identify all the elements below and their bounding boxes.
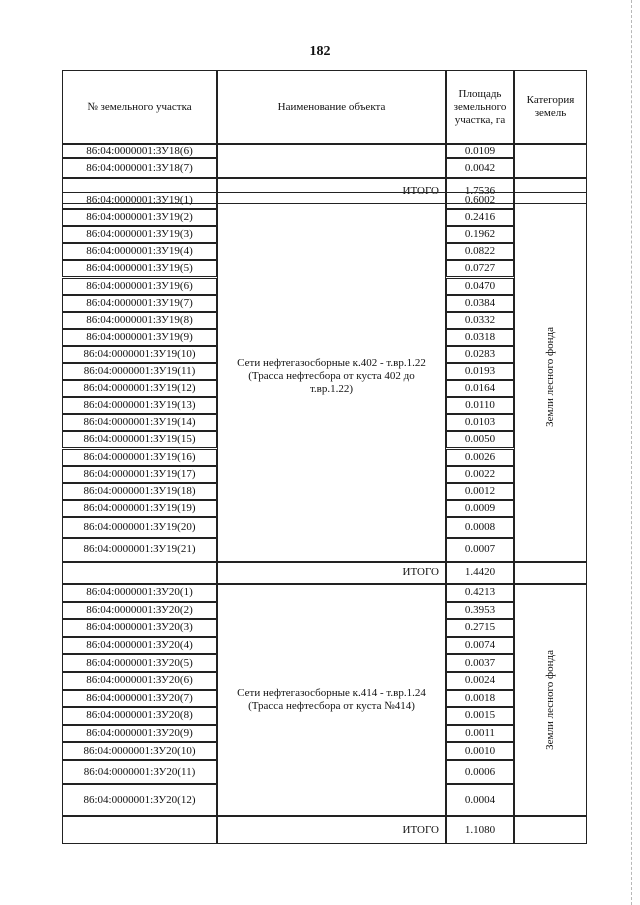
area-cell: 0.6002 bbox=[446, 192, 514, 209]
plot-number-cell: 86:04:0000001:ЗУ19(3) bbox=[62, 226, 217, 243]
plot-number-cell: 86:04:0000001:ЗУ19(12) bbox=[62, 380, 217, 397]
area-cell: 0.0011 bbox=[446, 725, 514, 743]
total-label: ИТОГО bbox=[217, 816, 446, 844]
plot-number-cell: 86:04:0000001:ЗУ20(9) bbox=[62, 725, 217, 743]
area-cell: 0.0008 bbox=[446, 517, 514, 538]
area-cell: 0.4213 bbox=[446, 584, 514, 602]
page-edge-line bbox=[631, 0, 632, 905]
plot-number-cell: 86:04:0000001:ЗУ20(8) bbox=[62, 707, 217, 725]
area-cell: 0.0822 bbox=[446, 243, 514, 260]
plot-number-cell: 86:04:0000001:ЗУ19(10) bbox=[62, 346, 217, 363]
plot-number-cell: 86:04:0000001:ЗУ18(6) bbox=[62, 144, 217, 158]
total-label: ИТОГО bbox=[217, 178, 446, 204]
plot-number-cell: 86:04:0000001:ЗУ20(2) bbox=[62, 602, 217, 620]
header-area: Площадь земельного участка, га bbox=[446, 70, 514, 144]
total-area: 1.4420 bbox=[446, 562, 514, 584]
plot-number-cell: 86:04:0000001:ЗУ19(14) bbox=[62, 414, 217, 431]
total-category-empty bbox=[514, 562, 587, 584]
object-name-cell bbox=[217, 144, 446, 178]
total-area: 1.7536 bbox=[446, 178, 514, 204]
plot-number-cell: 86:04:0000001:ЗУ19(20) bbox=[62, 517, 217, 538]
plot-number-cell: 86:04:0000001:ЗУ19(8) bbox=[62, 312, 217, 329]
area-cell: 0.0164 bbox=[446, 380, 514, 397]
plot-number-cell: 86:04:0000001:ЗУ20(10) bbox=[62, 742, 217, 760]
category-cell bbox=[514, 144, 587, 178]
category-label: Земли лесного фонда bbox=[544, 327, 556, 427]
plot-number-cell: 86:04:0000001:ЗУ19(5) bbox=[62, 260, 217, 277]
object-name-cell: Сети нефтегазосборные к.402 - т.вр.1.22 (Трасса нефтесбора от куста 402 до т.вр.1.22) bbox=[217, 192, 446, 562]
area-cell: 0.0109 bbox=[446, 144, 514, 158]
category-label: Земли лесного фонда bbox=[544, 650, 556, 750]
category-cell bbox=[514, 192, 587, 562]
area-cell: 0.0024 bbox=[446, 672, 514, 690]
area-cell: 0.0283 bbox=[446, 346, 514, 363]
area-cell: 0.0010 bbox=[446, 742, 514, 760]
plot-number-cell: 86:04:0000001:ЗУ19(17) bbox=[62, 466, 217, 483]
area-cell: 0.0026 bbox=[446, 449, 514, 466]
plot-number-cell: 86:04:0000001:ЗУ19(16) bbox=[62, 449, 217, 466]
area-cell: 0.0318 bbox=[446, 329, 514, 346]
area-cell: 0.0384 bbox=[446, 295, 514, 312]
plot-number-cell: 86:04:0000001:ЗУ20(5) bbox=[62, 654, 217, 672]
area-cell: 0.0015 bbox=[446, 707, 514, 725]
total-category-empty bbox=[514, 816, 587, 844]
area-cell: 0.0332 bbox=[446, 312, 514, 329]
area-cell: 0.0004 bbox=[446, 784, 514, 816]
area-cell: 0.0009 bbox=[446, 500, 514, 517]
plot-number-cell: 86:04:0000001:ЗУ18(7) bbox=[62, 158, 217, 178]
area-cell: 0.1962 bbox=[446, 226, 514, 243]
header-object-name: Наименование объекта bbox=[217, 70, 446, 144]
object-name-cell: Сети нефтегазосборные к.414 - т.вр.1.24 (Трасса нефтесбора от куста №414) bbox=[217, 584, 446, 816]
area-cell: 0.0037 bbox=[446, 654, 514, 672]
plot-number-cell: 86:04:0000001:ЗУ19(19) bbox=[62, 500, 217, 517]
plot-number-cell: 86:04:0000001:ЗУ20(1) bbox=[62, 584, 217, 602]
plot-number-cell: 86:04:0000001:ЗУ19(6) bbox=[62, 278, 217, 295]
total-empty-cell bbox=[62, 562, 217, 584]
area-cell: 0.0042 bbox=[446, 158, 514, 178]
plot-number-cell: 86:04:0000001:ЗУ19(15) bbox=[62, 431, 217, 448]
area-cell: 0.0110 bbox=[446, 397, 514, 414]
plot-number-cell: 86:04:0000001:ЗУ19(7) bbox=[62, 295, 217, 312]
area-cell: 0.0006 bbox=[446, 760, 514, 784]
header-plot-number: № земельного участка bbox=[62, 70, 217, 144]
area-cell: 0.0103 bbox=[446, 414, 514, 431]
header-category: Категория земель bbox=[514, 70, 587, 144]
plot-number-cell: 86:04:0000001:ЗУ20(6) bbox=[62, 672, 217, 690]
plot-number-cell: 86:04:0000001:ЗУ20(7) bbox=[62, 690, 217, 708]
plot-number-cell: 86:04:0000001:ЗУ19(2) bbox=[62, 209, 217, 226]
plot-number-cell: 86:04:0000001:ЗУ19(21) bbox=[62, 538, 217, 562]
area-cell: 0.2416 bbox=[446, 209, 514, 226]
total-label: ИТОГО bbox=[217, 562, 446, 584]
plot-number-cell: 86:04:0000001:ЗУ19(1) bbox=[62, 192, 217, 209]
area-cell: 0.3953 bbox=[446, 602, 514, 620]
plot-number-cell: 86:04:0000001:ЗУ20(12) bbox=[62, 784, 217, 816]
plot-number-cell: 86:04:0000001:ЗУ19(4) bbox=[62, 243, 217, 260]
plot-number-cell: 86:04:0000001:ЗУ19(18) bbox=[62, 483, 217, 500]
area-cell: 0.0193 bbox=[446, 363, 514, 380]
area-cell: 0.0012 bbox=[446, 483, 514, 500]
area-cell: 0.0018 bbox=[446, 690, 514, 708]
category-cell bbox=[514, 584, 587, 816]
plot-number-cell: 86:04:0000001:ЗУ20(11) bbox=[62, 760, 217, 784]
total-empty-cell bbox=[62, 816, 217, 844]
plot-number-cell: 86:04:0000001:ЗУ19(11) bbox=[62, 363, 217, 380]
land-plots-table bbox=[62, 70, 587, 840]
area-cell: 0.0050 bbox=[446, 431, 514, 448]
plot-number-cell: 86:04:0000001:ЗУ19(9) bbox=[62, 329, 217, 346]
area-cell: 0.0727 bbox=[446, 260, 514, 277]
area-cell: 0.0022 bbox=[446, 466, 514, 483]
area-cell: 0.0007 bbox=[446, 538, 514, 562]
total-area: 1.1080 bbox=[446, 816, 514, 844]
area-cell: 0.0074 bbox=[446, 637, 514, 655]
area-cell: 0.0470 bbox=[446, 278, 514, 295]
plot-number-cell: 86:04:0000001:ЗУ20(4) bbox=[62, 637, 217, 655]
plot-number-cell: 86:04:0000001:ЗУ20(3) bbox=[62, 619, 217, 637]
area-cell: 0.2715 bbox=[446, 619, 514, 637]
page-number: 182 bbox=[309, 44, 331, 59]
plot-number-cell: 86:04:0000001:ЗУ19(13) bbox=[62, 397, 217, 414]
